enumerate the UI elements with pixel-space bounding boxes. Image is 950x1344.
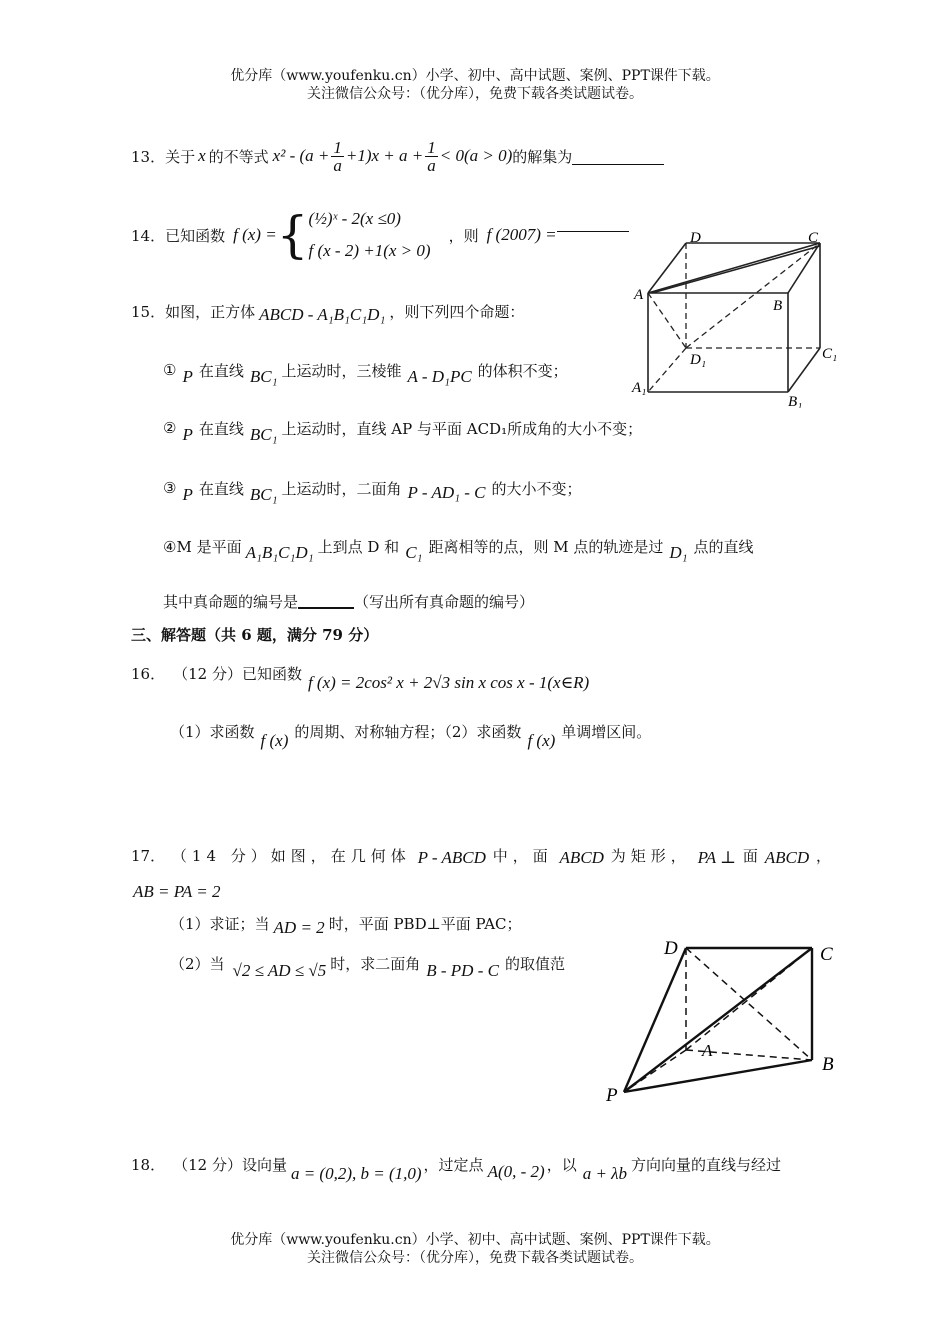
line-D1C	[686, 243, 820, 348]
q15-item-3-m: P - AD₁ - C	[407, 483, 486, 502]
q18-t4: 方向向量的直线与经过	[631, 1155, 782, 1174]
q17-t1: （14 分）如图，在几何体	[171, 846, 411, 865]
label-A1: A₁	[632, 380, 647, 396]
diag-AC-2	[652, 246, 820, 293]
q16-f-1: f (x)	[260, 731, 289, 750]
label-C: C	[820, 944, 833, 965]
q15-item-3-mark: ③	[163, 479, 177, 497]
section-3-heading: 三、解答题（共 6 题，满分 79 分）	[131, 626, 379, 644]
q13-expr-c: < 0(a > 0)	[439, 146, 513, 165]
q15-item-3	[163, 474, 582, 502]
question-18	[131, 1148, 782, 1183]
footer-line-1: 优分库（www.youfenku.cn）小学、初中、高中试题、案例、PPT课件下载。	[230, 1232, 720, 1248]
question-17	[131, 842, 831, 868]
line-AD1	[648, 293, 686, 348]
edge-PC	[624, 948, 812, 1092]
q17-p2m: √2 ≤ AD ≤ √5	[232, 961, 327, 980]
q18-t3: ，以	[546, 1155, 577, 1174]
q14-cases	[308, 203, 430, 267]
label-D1: D₁	[690, 352, 707, 368]
q15-item-3-line: BC₁	[249, 485, 278, 504]
q15-item-2-t1: 在直线	[198, 419, 244, 438]
q17-g2: ABCD	[559, 848, 604, 867]
q13-frac-1: $\frac{1}{a}$	[333, 137, 342, 175]
q15-item-4-plane: A₁B₁C₁D₁	[245, 543, 314, 562]
q14-number: 14．	[131, 226, 166, 245]
label-B1: B₁	[788, 394, 803, 408]
q17-t5: ，	[815, 846, 831, 865]
q16-sub1b: 的周期、对称轴方程；（2）求函数	[294, 722, 522, 741]
label-P: P	[606, 1085, 618, 1106]
q15-text: 如图，正方体	[165, 302, 256, 321]
q15-item-2-mark: ②	[163, 419, 177, 437]
cube-figure	[628, 226, 838, 408]
q15-item-4-t3: 点的直线	[693, 537, 754, 556]
q15-item-4-pt2: D₁	[669, 543, 688, 562]
q15-item-4-pt: C₁	[405, 543, 423, 562]
q13-expr-a: x² - (a +	[272, 146, 330, 165]
header-line-2: 关注微信公众号：（优分库），免费下载各类试题试卷。	[307, 86, 643, 102]
label-C: C	[808, 230, 819, 246]
label-B: B	[822, 1054, 834, 1075]
q17-p2c: B - PD - C	[426, 961, 499, 980]
label-C1: C₁	[822, 346, 838, 362]
q15-item-3-p: P	[182, 485, 193, 504]
q17-part-1	[170, 910, 522, 936]
q17-p2d: 的取值范	[504, 954, 565, 973]
q17-line2: AB = PA = 2	[133, 882, 221, 901]
q16-score: （12 分）已知函数	[173, 664, 302, 683]
q16-f-2: f (x)	[527, 731, 556, 750]
q15-answer-blank[interactable]	[298, 593, 354, 609]
question-15	[131, 298, 524, 324]
q13-frac-2: $\frac{1}{a}$	[427, 137, 436, 175]
q18-number: 18．	[131, 1155, 166, 1174]
q17-g: P - ABCD	[417, 848, 486, 867]
q17-t4: 面	[742, 846, 758, 865]
q14-answer-blank[interactable]	[557, 231, 629, 232]
q15-item-1-t1: 在直线	[198, 361, 244, 380]
q15-ask	[163, 590, 534, 612]
question-13	[131, 136, 664, 176]
q15-item-2-p: P	[182, 425, 193, 444]
q15-item-3-t3: 的大小不变；	[491, 479, 582, 498]
q14-then: ，则	[448, 226, 479, 245]
q14-case-1: (½)ˣ - 2(x ≤0)	[308, 209, 401, 228]
q14-case-2: f (x - 2) +1(x > 0)	[308, 241, 431, 260]
q17-g4: ABCD	[764, 848, 810, 867]
q13-post: 的解集为	[512, 147, 573, 166]
q15-item-1-p: P	[182, 367, 193, 386]
q16-fx: f (x) = 2cos² x + 2√3 sin x cos x - 1(x∈R)	[307, 673, 590, 692]
q16-sub1: （1）求函数	[170, 722, 255, 741]
q15-item-3-t1: 在直线	[198, 479, 244, 498]
q17-p1m: AD = 2	[273, 918, 325, 937]
footer-line-2: 关注微信公众号：（优分库），免费下载各类试题试卷。	[307, 1250, 643, 1266]
q15-item-3-t2: 上运动时，二面角	[281, 479, 402, 498]
q15-ask-text: 其中真命题的编号是	[163, 592, 299, 611]
diag-AC	[648, 243, 820, 293]
diag-AC	[686, 948, 812, 1050]
q15-post: ，则下列四个命题：	[389, 302, 525, 321]
q17-number: 17．	[131, 846, 166, 865]
label-D: D	[690, 230, 701, 246]
q15-item-1-m: A - D₁PC	[407, 367, 472, 386]
q13-text: 关于	[165, 147, 196, 166]
q13-var: x	[198, 146, 206, 165]
edge-PB	[624, 1060, 812, 1092]
q17-t2: 中，面	[492, 846, 553, 865]
question-16	[131, 658, 590, 692]
q13-text-2: 的不等式	[208, 147, 269, 166]
q15-item-4-mark: ④M 是平面	[163, 537, 242, 556]
header-line-1: 优分库（www.youfenku.cn）小学、初中、高中试题、案例、PPT课件下载。	[230, 68, 720, 84]
q18-t1: （12 分）设向量	[173, 1155, 287, 1174]
pyramid-figure	[598, 936, 848, 1108]
label-A: A	[634, 287, 644, 303]
question-14	[131, 200, 629, 270]
q17-p1a: （1）求证；当	[170, 914, 270, 933]
q15-item-1-line: BC₁	[249, 367, 278, 386]
q17-p2b: 时，求二面角	[330, 954, 421, 973]
q15-item-4	[163, 532, 754, 560]
label-A: A	[702, 1041, 713, 1060]
q17-g3: PA ⊥	[697, 848, 737, 867]
q15-item-1-mark: ①	[163, 361, 177, 379]
q15-item-4-t1: 上到点 D 和	[317, 537, 400, 556]
q14-brace: {	[276, 206, 309, 264]
q13-number: 13．	[131, 147, 166, 166]
label-D: D	[664, 938, 678, 959]
q18-t2: ，过定点	[423, 1155, 484, 1174]
q13-expr-b: +1)x + a +	[345, 146, 424, 165]
q16-number: 16．	[131, 664, 166, 683]
q16-parts	[170, 716, 652, 750]
edge-D1A1	[648, 348, 686, 392]
q15-item-2	[163, 414, 642, 442]
q13-answer-blank[interactable]	[572, 148, 664, 165]
q16-sub2b: 单调增区间。	[561, 722, 652, 741]
q15-number: 15．	[131, 302, 166, 321]
q18-v: a = (0,2), b = (1,0)	[290, 1164, 422, 1183]
q15-item-2-t2: 上运动时，直线 AP 与平面 ACD₁所成角的大小不变；	[281, 419, 643, 438]
q14-text: 已知函数	[165, 226, 226, 245]
q15-item-2-line: BC₁	[249, 425, 278, 444]
q17-p1b: 时，平面 PBD⊥平面 PAC；	[328, 914, 522, 933]
q15-ask-post: （写出所有真命题的编号）	[354, 592, 535, 611]
q15-item-1-t2: 上运动时，三棱锥	[281, 361, 402, 380]
q15-cube: ABCD - A₁B₁C₁D₁	[259, 305, 386, 324]
q15-item-4-t2: 距离相等的点，则 M 点的轨迹是过	[428, 537, 664, 556]
q17-p2a: （2）当	[170, 954, 225, 973]
edge-B1C1	[788, 348, 820, 392]
q14-fx: f (x) =	[233, 225, 277, 244]
q18-pt: A(0, - 2)	[487, 1162, 545, 1181]
q17-part-2	[170, 950, 565, 980]
q15-item-1	[163, 356, 568, 384]
q18-dir: a + λb	[582, 1164, 628, 1183]
label-B: B	[773, 298, 783, 314]
q17-t3: 为矩形，	[610, 846, 691, 865]
q14-ask: f (2007) =	[486, 225, 557, 244]
q15-item-1-t3: 的体积不变；	[477, 361, 568, 380]
